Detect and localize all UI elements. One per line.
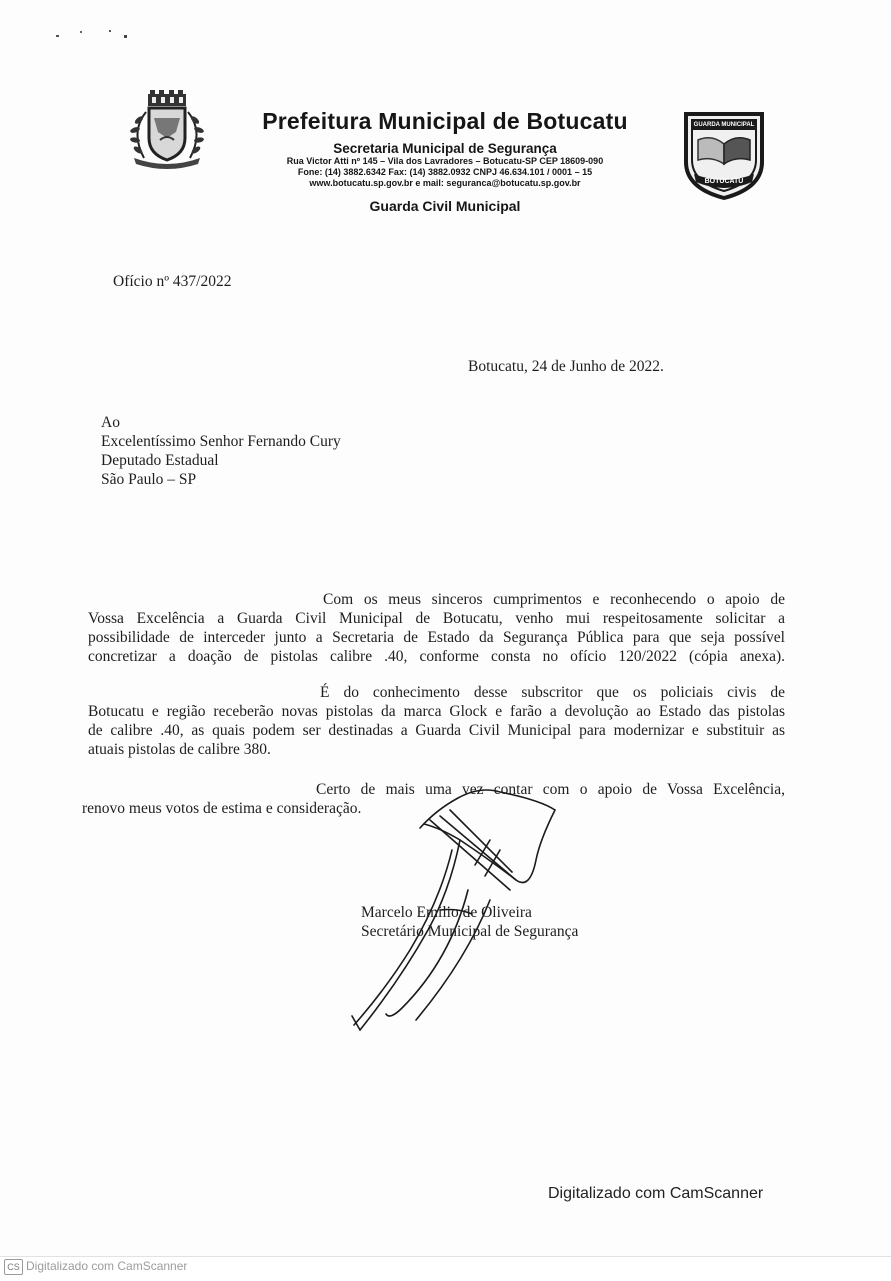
signatory-block [361,903,578,941]
paragraph-lead: É do conhecimento desse subscritor que os policiais civis de [320,684,785,701]
document-reference: Ofício nº 437/2022 [113,273,232,290]
scan-speck [109,30,111,32]
paragraph-lead: Com os meus sinceros cumprimentos e reconhecendo o apoio de [323,591,785,608]
city-coat-of-arms-icon [124,88,210,170]
paragraph-line: concretizar a doação de pistolas calibre .40, conforme consta no ofício 120/2022 (cópia anexa). [88,648,785,665]
paragraph-line: renovo meus votos de estima e consideração. [82,800,362,817]
signatory-name: Marcelo Emilio de Oliveira [361,904,532,921]
scan-speck [56,35,59,37]
recipient-title: Deputado Estadual [101,452,219,469]
guard-emblem-bottom-text: BOTUCATU [704,178,744,185]
recipient-name: Excelentíssimo Senhor Fernando Cury [101,433,341,450]
signatory-role: Secretário Municipal de Segurança [361,923,579,940]
paragraph-line: atuais pistolas de calibre 380. [88,741,271,758]
paragraph-lead: Certo de mais uma vez contar com o apoio de Vossa Excelência, [316,781,785,798]
recipient-salutation: Ao [101,414,120,431]
place-date: Botucatu, 24 de Junho de 2022. [468,358,664,375]
camscanner-logo-icon: CS [4,1259,23,1275]
scanner-watermark-text: Digitalizado com CamScanner [26,1259,188,1273]
paragraph-2 [88,683,785,759]
guard-emblem-top-text: GUARDA MUNICIPAL [693,122,755,128]
phone-line: Fone: (14) 3882.6342 Fax: (14) 3882.0932 CNPJ 46.634.101 / 0001 – 15 [297,167,593,177]
division-name: Guarda Civil Municipal [369,198,521,214]
paragraph-line: Vossa Excelência a Guarda Civil Municipal de Botucatu, venho mui respeitosamente solicitar a [88,610,785,627]
department-name: Secretaria Municipal de Segurança [333,141,557,156]
guard-emblem [676,106,772,202]
paragraph-line: de calibre .40, as quais podem ser destinadas a Guarda Civil Municipal para modernizar e substituir as [88,722,785,739]
contact-block [225,156,665,189]
address-line: Rua Victor Atti nº 145 – Vila dos Lavradores – Botucatu-SP CEP 18609-090 [286,156,604,166]
recipient-block [101,413,341,489]
scan-speck [80,31,82,33]
institution-title: Prefeitura Municipal de Botucatu [262,108,628,134]
scan-speck [124,35,127,38]
web-email-line: www.botucatu.sp.gov.br e mail: seguranca@botucatu.sp.gov.br [309,178,581,188]
scanner-footer-text: Digitalizado com CamScanner [548,1185,764,1202]
paragraph-1 [88,590,785,666]
paragraph-line: possibilidade de interceder junto a Secretaria de Estado da Segurança Pública para que seja possível [88,629,785,646]
recipient-location: São Paulo – SP [101,471,197,488]
paragraph-line: Botucatu e região receberão novas pistolas da marca Glock e farão a devolução ao Estado das pistolas [88,703,785,720]
